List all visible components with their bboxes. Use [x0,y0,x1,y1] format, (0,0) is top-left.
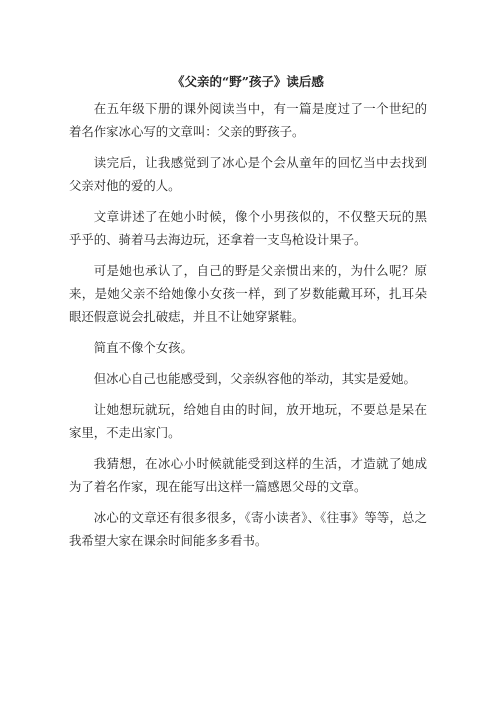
paragraph: 简直不像个女孩。 [93,340,193,355]
paragraph: 让她想玩就玩，给她自由的时间，放开地玩，不要总是呆在家里，不走出家门。 [69,402,427,440]
document-title: 《父亲的“野”孩子》读后感 [172,74,324,89]
paragraph: 冰心的文章还有很多很多，《寄小读者》、《往事》等等，总之我希望大家在课余时间能多多看书。 [69,510,427,548]
paragraph: 可是她也承认了，自己的野是父亲惯出来的，为什么呢？原来，是她父亲不给她像小女孩一样，到了岁数能戴耳环，扎耳朵眼还假意说会扎破痣，并且不让她穿紧鞋。 [69,263,427,324]
paragraph: 但冰心自己也能感受到，父亲纵容他的举动，其实是爱她。 [93,371,416,386]
paragraph: 我猜想，在冰心小时候就能受到这样的生活，才造就了她成为了着名作家，现在能写出这样一篇感恩父母的文章。 [69,456,427,494]
paragraph: 读完后，让我感觉到了冰心是个会从童年的回忆当中去找到父亲对他的爱的人。 [69,155,427,193]
paragraph: 文章讲述了在她小时候，像个小男孩似的，不仅整天玩的黑乎乎的、骑着马去海边玩，还拿着一支鸟枪设计果子。 [69,209,427,247]
paragraph: 在五年级下册的课外阅读当中，有一篇是度过了一个世纪的着名作家冰心写的文章叫：父亲的野孩子。 [69,101,427,139]
document-body [69,97,427,560]
